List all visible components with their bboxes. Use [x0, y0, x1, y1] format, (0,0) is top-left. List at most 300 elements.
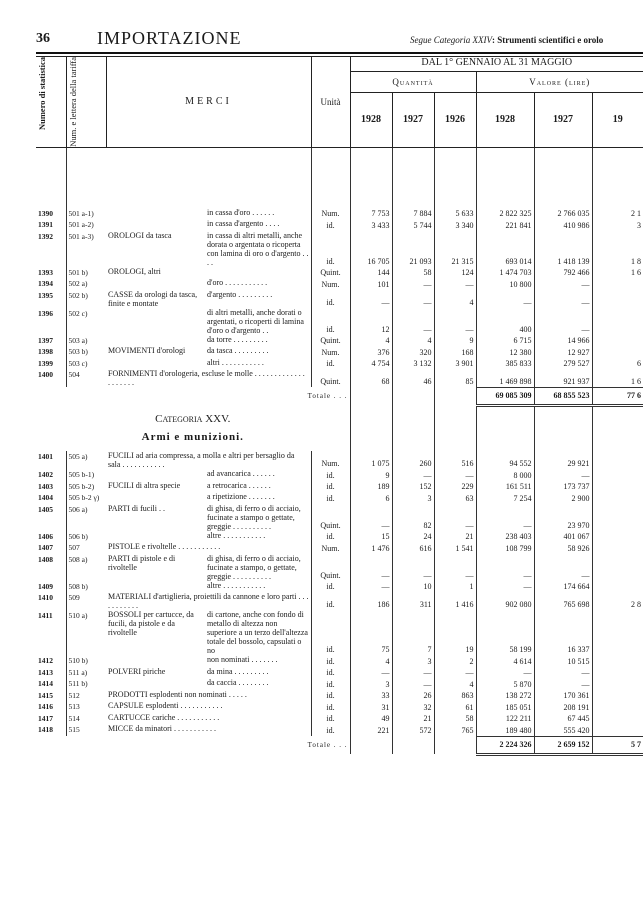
- quantity-value: 5 744: [392, 219, 434, 231]
- table-row: [36, 554, 643, 581]
- category-header: [36, 405, 350, 451]
- value-lire: 401 067: [534, 531, 592, 543]
- unit: id.: [311, 219, 350, 231]
- spacer-cell: [592, 405, 643, 451]
- total-value: 5 7: [592, 736, 643, 754]
- quantity-value: 152: [392, 481, 434, 493]
- table-row: [36, 504, 643, 531]
- value-lire: [592, 504, 643, 531]
- value-lire: 12 927: [534, 346, 592, 358]
- col-header-quantita: Quantità: [350, 72, 476, 93]
- value-lire: 58 199: [476, 610, 534, 655]
- category-row: [36, 405, 643, 451]
- merce-label: FUCILI di altra specie: [108, 480, 181, 490]
- merce-detail: a retrocarica . . . . . .: [207, 480, 271, 490]
- quantity-value: 19: [434, 610, 476, 655]
- quantity-value: —: [434, 667, 476, 679]
- spacer-cell: [392, 147, 434, 208]
- value-lire: 3: [592, 219, 643, 231]
- tariff-code: 504: [66, 369, 106, 387]
- merce-label: FORNIMENTI d'orologeria, escluse le molle . . . . . . . . . . . . . . . . . . . .: [108, 369, 305, 388]
- quantity-value: 1 075: [350, 451, 392, 469]
- stat-number: 1408: [38, 554, 53, 564]
- merce-label: PISTOLE e rivoltelle . . . . . . . . . . .: [108, 542, 221, 552]
- value-lire: 208 191: [534, 701, 592, 713]
- stat-number: 1395: [38, 290, 53, 300]
- unit: id.: [311, 290, 350, 308]
- value-lire: [592, 655, 643, 667]
- value-lire: 555 420: [534, 724, 592, 736]
- table-row: [36, 231, 643, 267]
- unit: id.: [311, 581, 350, 593]
- value-lire: 10 515: [534, 655, 592, 667]
- unit: id.: [311, 724, 350, 736]
- year-header: 1928: [350, 93, 392, 148]
- table-row: [36, 219, 643, 231]
- value-lire: 94 552: [476, 451, 534, 469]
- value-lire: 400: [476, 308, 534, 335]
- merce-label: FUCILI ad aria compressa, a molla e altri per bersaglio da sala . . . . . . . . . . .: [108, 451, 295, 470]
- quantity-value: 320: [392, 346, 434, 358]
- value-lire: 1 6: [592, 267, 643, 279]
- stat-number: 1394: [38, 279, 53, 289]
- merce-label: PARTI di fucili . .: [108, 503, 166, 513]
- table-row: [36, 469, 643, 481]
- quantity-value: 31: [350, 701, 392, 713]
- merce-detail: d'argento . . . . . . . . .: [207, 289, 273, 299]
- merce-detail: da tasca . . . . . . . . .: [207, 346, 269, 356]
- quantity-value: 572: [392, 724, 434, 736]
- unit: id.: [311, 231, 350, 267]
- quantity-value: —: [350, 581, 392, 593]
- spacer-cell: [392, 405, 434, 451]
- unit: id.: [311, 655, 350, 667]
- value-lire: 174 664: [534, 581, 592, 593]
- merce-label: OROLOGI da tasca: [108, 230, 172, 240]
- value-lire: 161 511: [476, 481, 534, 493]
- quantity-value: 2: [434, 655, 476, 667]
- quantity-value: 5 633: [434, 208, 476, 220]
- unit: id.: [311, 531, 350, 543]
- year-header: 1927: [392, 93, 434, 148]
- value-lire: 6 715: [476, 335, 534, 347]
- value-lire: 2 1: [592, 208, 643, 220]
- value-lire: [592, 335, 643, 347]
- value-lire: [592, 346, 643, 358]
- unit: Quint.: [311, 335, 350, 347]
- table-row: [36, 701, 643, 713]
- value-lire: 1 469 898: [476, 369, 534, 387]
- value-lire: —: [534, 667, 592, 679]
- spacer-cell: [534, 147, 592, 208]
- quantity-value: 3 340: [434, 219, 476, 231]
- year-header: 19: [592, 93, 643, 148]
- category-title: Categoria XXV.: [155, 413, 231, 426]
- value-lire: 173 737: [534, 481, 592, 493]
- value-lire: 279 527: [534, 358, 592, 370]
- merce-label: [106, 219, 205, 231]
- unit: id.: [311, 610, 350, 655]
- stat-number: 1400: [38, 370, 53, 380]
- value-lire: 189 480: [476, 724, 534, 736]
- tariff-code: 502 c): [66, 308, 106, 335]
- value-lire: —: [534, 554, 592, 581]
- merce-label: CASSE da orologi da tasca, finite e montate: [108, 289, 198, 308]
- unit: Quint.: [311, 267, 350, 279]
- spacer-cell: [476, 405, 534, 451]
- tariff-code: 502 a): [66, 278, 106, 290]
- value-lire: 2 8: [592, 592, 643, 610]
- stat-number: 1412: [38, 656, 53, 666]
- tariff-code: 507: [66, 542, 106, 554]
- unit: id.: [311, 492, 350, 504]
- quantity-value: 4: [434, 678, 476, 690]
- unit: Num.: [311, 278, 350, 290]
- stat-number: 1416: [38, 702, 53, 712]
- quantity-value: 3 132: [392, 358, 434, 370]
- quantity-value: 4: [350, 335, 392, 347]
- value-lire: —: [476, 667, 534, 679]
- table-row: [36, 724, 643, 736]
- total-value: 2 659 152: [534, 736, 592, 754]
- quantity-value: 75: [350, 610, 392, 655]
- merce-label: [106, 581, 205, 593]
- table-row: [36, 308, 643, 335]
- value-lire: 1 474 703: [476, 267, 534, 279]
- col-header-period: DAL 1° GENNAIO AL 31 MAGGIO: [350, 57, 643, 72]
- unit: Quint.: [311, 554, 350, 581]
- stat-number: 1392: [38, 231, 53, 241]
- quantity-value: —: [392, 678, 434, 690]
- table-row: [36, 451, 643, 469]
- value-lire: 2 766 035: [534, 208, 592, 220]
- tariff-code: 503 a): [66, 335, 106, 347]
- quantity-value: 4 754: [350, 358, 392, 370]
- quantity-value: 21 315: [434, 231, 476, 267]
- merce-detail: a ripetizione . . . . . . .: [207, 492, 275, 502]
- quantity-value: 10: [392, 581, 434, 593]
- value-lire: 122 211: [476, 713, 534, 725]
- value-lire: 5 870: [476, 678, 534, 690]
- merce-label: [106, 655, 205, 667]
- value-lire: [592, 278, 643, 290]
- quantity-value: —: [350, 667, 392, 679]
- merce-label: CAPSULE esplodenti . . . . . . . . . . .: [108, 701, 223, 711]
- unit: id.: [311, 358, 350, 370]
- value-lire: 385 833: [476, 358, 534, 370]
- value-lire: —: [476, 554, 534, 581]
- quantity-value: 311: [392, 592, 434, 610]
- table-row: [36, 610, 643, 655]
- col-header-merci: MERCI: [106, 57, 311, 148]
- total-row: [36, 736, 643, 754]
- unit: Num.: [311, 346, 350, 358]
- value-lire: [592, 481, 643, 493]
- tariff-code: 506 b): [66, 531, 106, 543]
- value-lire: 67 445: [534, 713, 592, 725]
- total-value: 77 6: [592, 387, 643, 405]
- tariff-code: 503 b): [66, 346, 106, 358]
- quantity-value: 124: [434, 267, 476, 279]
- value-lire: [592, 492, 643, 504]
- quantity-value: 9: [350, 469, 392, 481]
- tariff-code: 510 a): [66, 610, 106, 655]
- value-lire: —: [534, 278, 592, 290]
- total-label: Totale . . .: [307, 391, 348, 400]
- quantity-value: 26: [392, 690, 434, 702]
- quantity-value: 3: [350, 678, 392, 690]
- value-lire: 1 6: [592, 369, 643, 387]
- tariff-code: 515: [66, 724, 106, 736]
- value-lire: 138 272: [476, 690, 534, 702]
- value-lire: [592, 678, 643, 690]
- value-lire: —: [534, 308, 592, 335]
- value-lire: [592, 531, 643, 543]
- category-subtitle: Armi e munizioni.: [141, 431, 244, 444]
- tariff-code: 505 a): [66, 451, 106, 469]
- value-lire: [592, 667, 643, 679]
- merce-label: POLVERI piriche: [108, 666, 166, 676]
- quantity-value: 15: [350, 531, 392, 543]
- value-lire: [592, 290, 643, 308]
- quantity-value: —: [392, 290, 434, 308]
- merce-detail: in cassa di altri metalli, anche dorata o argentata o ricoperta con lamina di oro o d'argento . . . .: [207, 230, 309, 267]
- total-value: 68 855 523: [534, 387, 592, 405]
- table-row: [36, 655, 643, 667]
- quantity-value: 16 705: [350, 231, 392, 267]
- merce-label: [106, 469, 205, 481]
- quantity-value: 68: [350, 369, 392, 387]
- merce-detail: altre . . . . . . . . . . .: [207, 530, 266, 540]
- stat-number: 1402: [38, 470, 53, 480]
- value-lire: [592, 308, 643, 335]
- quantity-value: —: [434, 278, 476, 290]
- value-lire: —: [534, 469, 592, 481]
- table-row: [36, 278, 643, 290]
- quantity-value: 144: [350, 267, 392, 279]
- stat-number: 1407: [38, 543, 53, 553]
- stat-number: 1399: [38, 358, 53, 368]
- value-lire: 8 000: [476, 469, 534, 481]
- tariff-code: 503 c): [66, 358, 106, 370]
- quantity-value: 6: [350, 492, 392, 504]
- quantity-value: 4: [392, 335, 434, 347]
- quantity-value: 21: [392, 713, 434, 725]
- unit: id.: [311, 469, 350, 481]
- value-lire: —: [476, 504, 534, 531]
- quantity-value: 58: [392, 267, 434, 279]
- tariff-code: 502 b): [66, 290, 106, 308]
- merce-label: [106, 335, 205, 347]
- spacer-cell: [434, 147, 476, 208]
- total-value: 2 224 326: [476, 736, 534, 754]
- merce-detail: di ghisa, di ferro o di acciaio, fucinate a stampo o gettate, greggie . . . . . . . . . .: [207, 503, 301, 531]
- running-header: Segue Categoria XXIV: Strumenti scientifici e orolo: [410, 35, 604, 45]
- spacer-cell: [205, 147, 311, 208]
- quantity-value: 7 753: [350, 208, 392, 220]
- unit: Num.: [311, 542, 350, 554]
- value-lire: [592, 451, 643, 469]
- total-label: Totale . . .: [307, 740, 348, 749]
- value-lire: 185 051: [476, 701, 534, 713]
- total-empty: [350, 736, 392, 754]
- quantity-value: 9: [434, 335, 476, 347]
- quantity-value: 24: [392, 531, 434, 543]
- table-row: [36, 208, 643, 220]
- value-lire: [592, 469, 643, 481]
- spacer-cell: [434, 405, 476, 451]
- value-lire: [592, 581, 643, 593]
- quantity-value: 61: [434, 701, 476, 713]
- stat-number: 1403: [38, 481, 53, 491]
- quantity-value: 186: [350, 592, 392, 610]
- tariff-code: 501 a-3): [66, 231, 106, 267]
- merce-detail: altri . . . . . . . . . . .: [207, 357, 264, 367]
- merce-detail: di cartone, anche con fondo di metallo di altezza non superiore a un terzo dell'altezza totale del bossolo, capsulati o no: [207, 610, 308, 656]
- table-row: [36, 358, 643, 370]
- quantity-value: —: [392, 469, 434, 481]
- merce-label: [106, 208, 205, 220]
- year-header: 1926: [434, 93, 476, 148]
- value-lire: [592, 542, 643, 554]
- stat-number: 1398: [38, 347, 53, 357]
- tariff-code: 510 b): [66, 655, 106, 667]
- spacer-cell: [36, 147, 66, 208]
- value-lire: 4 614: [476, 655, 534, 667]
- quantity-value: 260: [392, 451, 434, 469]
- tariff-code: 506 a): [66, 504, 106, 531]
- table-row: [36, 581, 643, 593]
- value-lire: 170 361: [534, 690, 592, 702]
- merce-detail: d'oro . . . . . . . . . . .: [207, 278, 268, 288]
- tariff-code: 501 a-1): [66, 208, 106, 220]
- unit: id.: [311, 678, 350, 690]
- col-header-valore: Valore (lire): [476, 72, 643, 93]
- stat-number: 1391: [38, 220, 53, 230]
- value-lire: 792 466: [534, 267, 592, 279]
- tariff-code: 513: [66, 701, 106, 713]
- quantity-value: —: [392, 554, 434, 581]
- stat-number: 1404: [38, 493, 53, 503]
- unit: id.: [311, 701, 350, 713]
- value-lire: 58 926: [534, 542, 592, 554]
- merce-detail: altre . . . . . . . . . . .: [207, 580, 266, 590]
- total-row: [36, 387, 643, 405]
- total-empty: [350, 387, 392, 405]
- stat-number: 1405: [38, 504, 53, 514]
- merce-detail: di altri metalli, anche dorati o argentati, o ricoperti di lamina d'oro o d'argento . .: [207, 307, 304, 335]
- quantity-value: 4: [434, 290, 476, 308]
- tariff-code: 508 a): [66, 554, 106, 581]
- unit: Num.: [311, 208, 350, 220]
- value-lire: [592, 554, 643, 581]
- year-header: 1927: [534, 93, 592, 148]
- quantity-value: 1 416: [434, 592, 476, 610]
- value-lire: 6: [592, 358, 643, 370]
- quantity-value: —: [350, 290, 392, 308]
- tariff-code: 511 a): [66, 667, 106, 679]
- stat-number: 1396: [38, 308, 53, 318]
- unit: id.: [311, 690, 350, 702]
- quantity-value: 46: [392, 369, 434, 387]
- stat-number: 1410: [38, 593, 53, 603]
- value-lire: 2 900: [534, 492, 592, 504]
- quantity-value: 85: [434, 369, 476, 387]
- value-lire: 765 698: [534, 592, 592, 610]
- value-lire: 14 966: [534, 335, 592, 347]
- quantity-value: 101: [350, 278, 392, 290]
- stat-number: 1397: [38, 335, 53, 345]
- stat-number: 1413: [38, 667, 53, 677]
- quantity-value: —: [350, 554, 392, 581]
- unit: id.: [311, 481, 350, 493]
- table-row: [36, 667, 643, 679]
- table-row: [36, 492, 643, 504]
- value-lire: 12 380: [476, 346, 534, 358]
- stat-number: 1390: [38, 208, 53, 218]
- quantity-value: —: [434, 504, 476, 531]
- value-lire: [592, 610, 643, 655]
- spacer-cell: [66, 147, 106, 208]
- quantity-value: 12: [350, 308, 392, 335]
- table-row: [36, 481, 643, 493]
- unit: Quint.: [311, 369, 350, 387]
- table-row: [36, 335, 643, 347]
- merce-label: PARTI di pistole e di rivoltelle: [108, 553, 176, 572]
- value-lire: 7 254: [476, 492, 534, 504]
- quantity-value: —: [434, 308, 476, 335]
- value-lire: 23 970: [534, 504, 592, 531]
- merce-label: [106, 531, 205, 543]
- quantity-value: 1: [434, 581, 476, 593]
- quantity-value: 189: [350, 481, 392, 493]
- value-lire: [592, 724, 643, 736]
- stat-number: 1414: [38, 679, 53, 689]
- value-lire: —: [534, 678, 592, 690]
- col-header-unita: Unità: [311, 57, 350, 148]
- unit: id.: [311, 308, 350, 335]
- tariff-code: 509: [66, 592, 106, 610]
- quantity-value: 4: [350, 655, 392, 667]
- quantity-value: 21: [434, 531, 476, 543]
- quantity-value: —: [392, 667, 434, 679]
- value-lire: 2 822 325: [476, 208, 534, 220]
- quantity-value: 1 476: [350, 542, 392, 554]
- spacer-cell: [106, 147, 205, 208]
- total-empty: [434, 387, 476, 405]
- table-row: [36, 369, 643, 387]
- merce-label: [106, 492, 205, 504]
- quantity-value: 765: [434, 724, 476, 736]
- merce-detail: non nominati . . . . . . .: [207, 655, 278, 665]
- tariff-code: 508 b): [66, 581, 106, 593]
- quantity-value: 168: [434, 346, 476, 358]
- value-lire: [592, 701, 643, 713]
- quantity-value: —: [434, 554, 476, 581]
- tariff-code: 512: [66, 690, 106, 702]
- total-empty: [392, 387, 434, 405]
- quantity-value: 3 433: [350, 219, 392, 231]
- tariff-code: 505 b-1): [66, 469, 106, 481]
- value-lire: [592, 713, 643, 725]
- unit: id.: [311, 592, 350, 610]
- value-lire: 902 080: [476, 592, 534, 610]
- tariff-code: 511 b): [66, 678, 106, 690]
- value-lire: 410 986: [534, 219, 592, 231]
- quantity-value: 33: [350, 690, 392, 702]
- value-lire: —: [534, 290, 592, 308]
- spacer-cell: [476, 147, 534, 208]
